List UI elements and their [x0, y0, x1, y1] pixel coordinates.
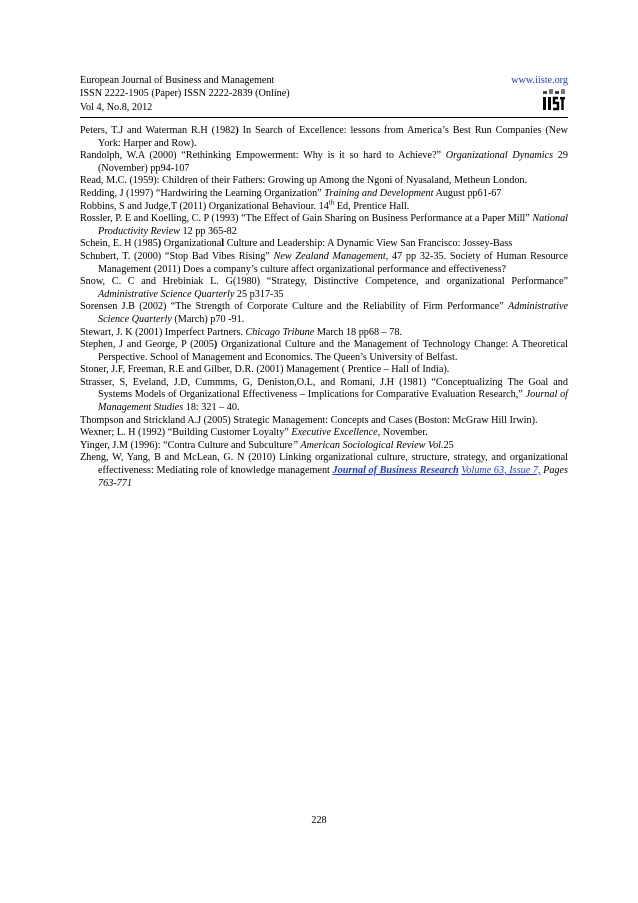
reference-text: March 18 pp68 – 78. — [314, 326, 402, 338]
reference-text: ) — [157, 238, 162, 250]
reference-text: Snow, C. C and Hrebiniak L. G(1980) “Strategy, Distinctive Competence, and organizational Performance” — [80, 276, 568, 288]
reference-link[interactable]: Journal of Business Research — [332, 465, 459, 477]
reference-text: Read, M.C. (1959): Children of their Fathers: Growing up Among the Ngoni of Nyasaland, Metheun London. — [80, 175, 528, 187]
reference-source-italic: Pages 763-771 — [98, 465, 569, 489]
reference-text: 18: 321 – 40. — [183, 402, 240, 414]
reference-source-italic: Executive Excellence — [291, 427, 378, 439]
reference-source-italic: ” American Sociological Review Vol. — [292, 439, 444, 451]
reference-text: ) — [213, 339, 218, 351]
reference-text: Randolph, W.A (2000) “Rethinking Empowerment: Why is it so hard to Achieve?” — [80, 150, 446, 162]
page-header — [80, 74, 568, 114]
reference-entry — [80, 364, 568, 377]
reference-text: Redding, J (1997) “Hardwiring the Learning Organization” — [80, 187, 325, 199]
reference-text: Sorensen J.B (2002) “The Strength of Corporate Culture and the Reliability of Firm Performance” — [80, 301, 508, 313]
reference-text: Culture and Leadership: A Dynamic View San Francisco: Jossey-Bass — [224, 238, 513, 250]
reference-text: In Search of Excellence: lessons from America’s Best Run Companies (New York: Harper and Row). — [98, 125, 568, 149]
reference-text: 12 pp 365-82 — [179, 225, 237, 237]
reference-text: Robbins, S and Judge,T (2011) Organizational Behaviour. 14 — [80, 200, 329, 212]
reference-text: Organizationa — [161, 238, 222, 250]
reference-source-italic: National Productivity Review — [98, 213, 568, 237]
reference-entry — [80, 452, 568, 490]
reference-entry — [80, 301, 568, 326]
reference-text: Rossler, P. E and Koelling, C. P (1993) “The Effect of Gain Sharing on Business Performance at a Paper Mill” — [80, 213, 533, 225]
reference-text: Organizational Culture and the Management of Technology Change: A Theoretical Perspective. School of Management and Economics. The Queen’s University of Belfast. — [98, 339, 568, 363]
reference-source-italic: Journal of Management Studies — [98, 389, 568, 414]
reference-entry — [80, 276, 568, 301]
iiste-logo — [542, 89, 566, 111]
journal-issn: ISSN 2222-1905 (Paper) ISSN 2222-2839 (Online) — [80, 88, 290, 100]
reference-text: Strasser, S, Eveland, J.D, Cummms, G, Deniston,O.L, and Romani, J.H (1981) “Conceptualizing The Goal and Systems Models of Organizational Effectiveness – Implications for Comparative Evaluation Research,” — [80, 376, 568, 401]
reference-entry — [80, 327, 568, 340]
reference-entry — [80, 339, 568, 364]
reference-source-italic: Administrative Science Quarterly — [98, 301, 568, 325]
reference-entry — [80, 251, 568, 276]
reference-text: ) — [235, 125, 239, 136]
reference-text: l — [221, 238, 225, 250]
reference-source-italic: Chicago Tribune — [245, 326, 315, 338]
reference-source-italic: Administrative Science Quarterly — [98, 288, 235, 300]
reference-text: Zheng, W, Yang, B and McLean, G. N (2010) Linking organizational culture, structure, strategy, and organizational effectiveness: Mediating role of knowledge management — [80, 452, 568, 477]
journal-title: European Journal of Business and Management — [80, 75, 275, 86]
reference-list — [80, 125, 568, 490]
reference-entry — [80, 175, 568, 188]
reference-text: Peters, T.J and Waterman R.H (1982 — [80, 125, 236, 136]
reference-text: Thompson and Strickland A.J (2005) Strategic Management: Concepts and Cases (Boston: McGraw Hill Irwin). — [80, 414, 538, 426]
reference-entry — [80, 440, 568, 453]
reference-entry — [80, 377, 568, 415]
reference-text: Schubert, T. (2000) “Stop Bad Vibes Rising” — [80, 250, 274, 262]
page-number: 228 — [311, 815, 327, 826]
reference-text: Ed, Prentice Hall. — [334, 200, 410, 212]
reference-entry — [80, 238, 568, 251]
reference-entry — [80, 150, 568, 175]
superscript-text: th — [328, 198, 335, 207]
reference-text: , November. — [377, 427, 428, 439]
reference-text: 47 pp 32-35. Society of Human Resource Management (2011) Does a company’s culture affect organizational performance and effectiveness? — [98, 250, 568, 275]
reference-text: 25 — [443, 439, 454, 451]
reference-text: 25 p317-35 — [234, 288, 284, 300]
journal-volume: Vol 4, No.8, 2012 — [80, 101, 153, 113]
reference-source-italic: Training and Development — [324, 187, 434, 199]
reference-source-italic: Organizational Dynamics — [445, 150, 554, 162]
reference-entry — [80, 188, 568, 201]
reference-text: Wexner; L. H (1992) “Building Customer Loyalty” — [80, 427, 292, 439]
reference-source-italic: New Zealand Management, — [273, 250, 389, 262]
reference-text: Stephen, J and George, P (2005 — [80, 339, 214, 351]
reference-entry — [80, 198, 568, 214]
reference-entry — [80, 125, 568, 150]
reference-text: Schein, E. H (1985 — [80, 238, 158, 250]
reference-entry — [80, 427, 568, 440]
reference-text: (March) p70 -91. — [171, 313, 245, 325]
reference-text: Stoner, J.F, Freeman, R.E and Gilber, D.R. (2001) Management ( Prentice – Hall of India). — [80, 364, 450, 376]
header-divider — [80, 117, 568, 118]
reference-entry — [80, 415, 568, 428]
reference-text: Yinger, J.M (1996): “Contra Culture and Subculture — [80, 439, 293, 451]
reference-text: August pp61-67 — [433, 187, 502, 199]
reference-text: Stewart, J. K (2001) Imperfect Partners. — [80, 326, 246, 338]
reference-entry — [80, 213, 568, 238]
journal-website-link[interactable]: www.iiste.org — [511, 75, 568, 86]
reference-link[interactable]: Volume 63, Issue 7, — [461, 465, 541, 477]
reference-text: 29 (November) pp94-107 — [98, 150, 568, 174]
